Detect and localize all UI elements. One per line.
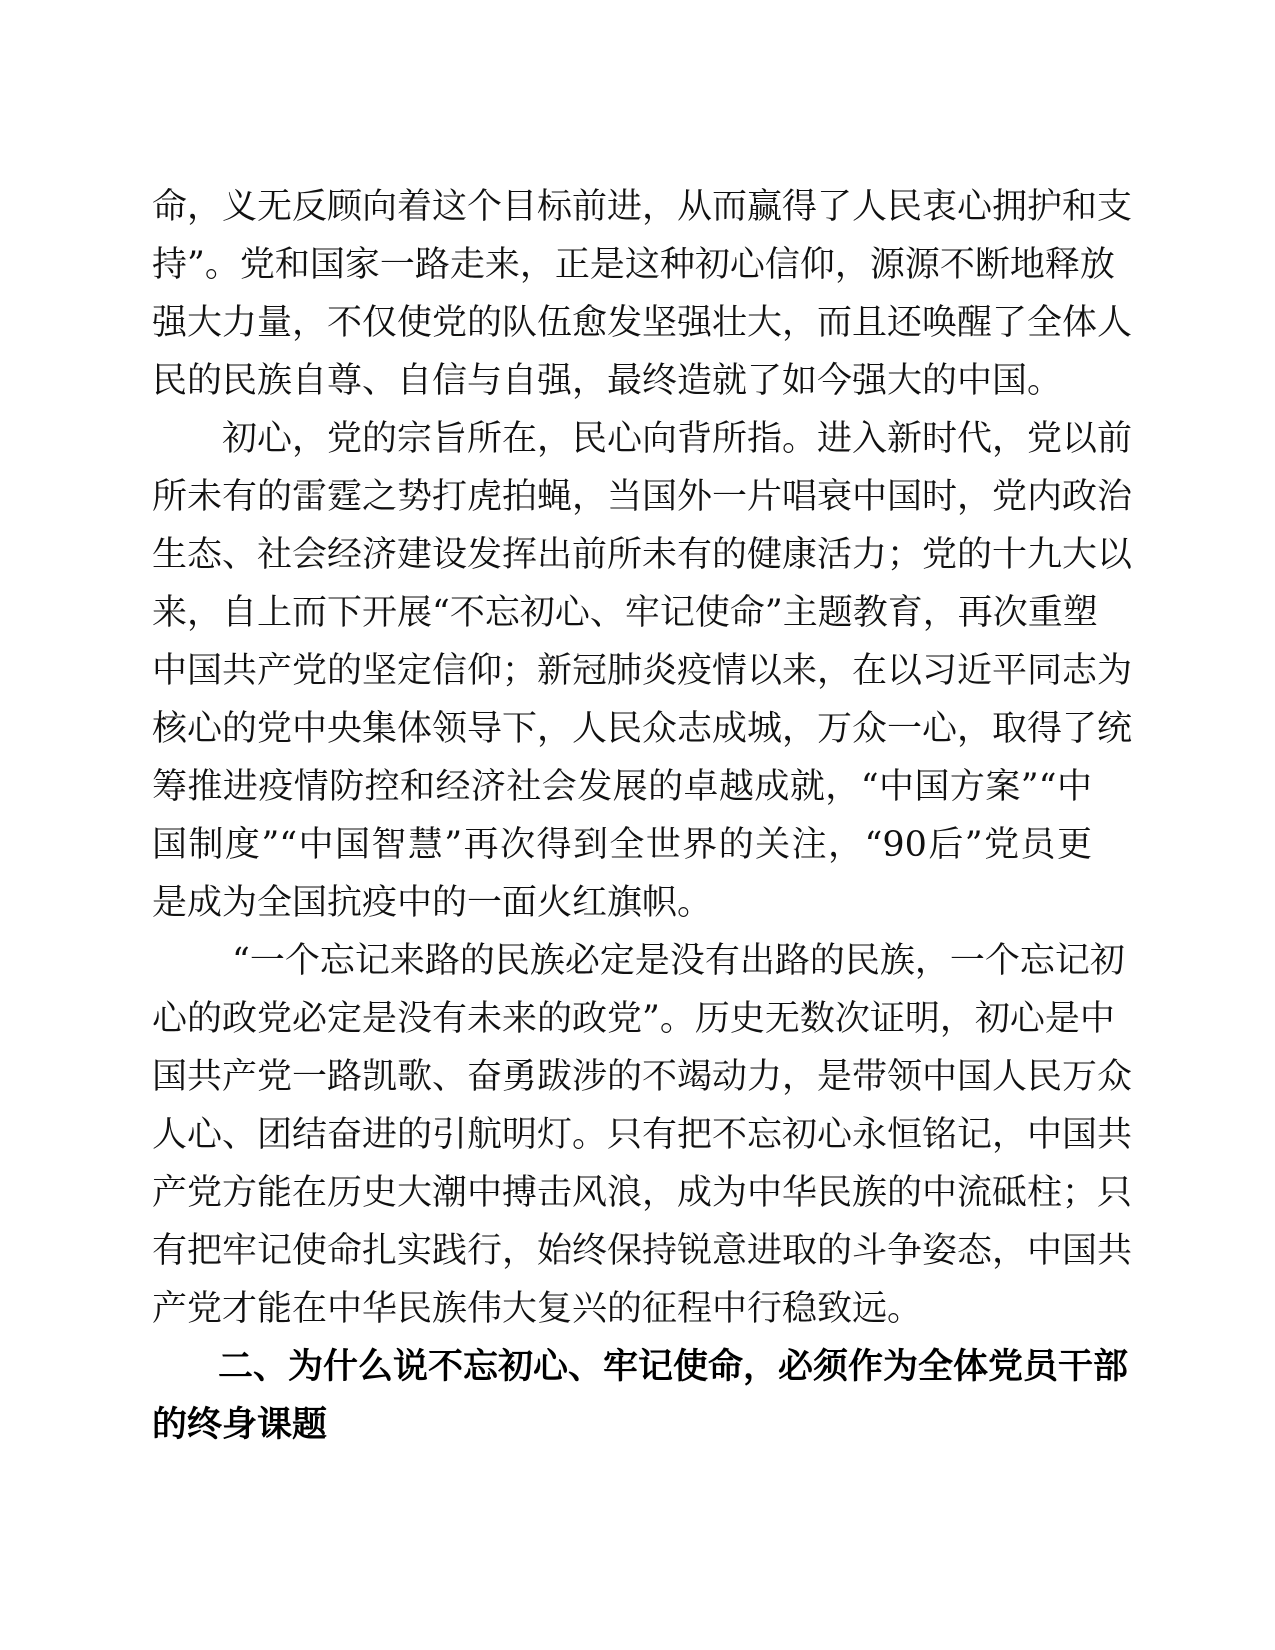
section-heading xyxy=(152,1338,1129,1454)
paragraph-line: 所未有的雷霆之势打虎拍蝇，当国外一片唱衰中国时，党内政治 xyxy=(152,477,1133,517)
paragraph-line: 筹推进疫情防控和经济社会发展的卓越成就，“中国方案”“中 xyxy=(152,767,1092,807)
paragraph-line: 来，自上而下开展“不忘初心、牢记使命”主题教育，再次重塑 xyxy=(152,593,1098,633)
paragraph-line: 心的政党必定是没有未来的政党”。历史无数次证明，初心是中 xyxy=(152,999,1115,1039)
paragraph-line: 国共产党一路凯歌、奋勇跋涉的不竭动力，是带领中国人民万众 xyxy=(152,1057,1133,1097)
paragraph-line: 是成为全国抗疫中的一面火红旗帜。 xyxy=(152,883,713,923)
heading-line: 的终身课题 xyxy=(152,1405,328,1445)
paragraph-line: 强大力量，不仅使党的队伍愈发坚强壮大，而且还唤醒了全体人 xyxy=(152,303,1133,343)
paragraph-1 xyxy=(152,178,1133,410)
paragraph-line: 命，义无反顾向着这个目标前进，从而赢得了人民衷心拥护和支 xyxy=(152,187,1133,227)
paragraph-line: 产党方能在历史大潮中搏击风浪，成为中华民族的中流砥柱；只 xyxy=(152,1173,1133,1213)
heading-line: 二、为什么说不忘初心、牢记使命，必须作为全体党员干部 xyxy=(218,1347,1129,1387)
paragraph-line: 人心、团结奋进的引航明灯。只有把不忘初心永恒铭记，中国共 xyxy=(152,1115,1133,1155)
paragraph-line: 产党才能在中华民族伟大复兴的征程中行稳致远。 xyxy=(152,1289,923,1329)
paragraph-line: 持”。党和国家一路走来，正是这种初心信仰，源源不断地释放 xyxy=(152,245,1115,285)
paragraph-3 xyxy=(152,932,1133,1338)
document-body xyxy=(152,178,1133,1454)
paragraph-line: 中国共产党的坚定信仰；新冠肺炎疫情以来，在以习近平同志为 xyxy=(152,651,1133,691)
paragraph-line: 初心，党的宗旨所在，民心向背所指。进入新时代，党以前 xyxy=(222,419,1133,459)
paragraph-line: 民的民族自尊、自信与自强，最终造就了如今强大的中国。 xyxy=(152,361,1063,401)
paragraph-line: 核心的党中央集体领导下，人民众志成城，万众一心，取得了统 xyxy=(152,709,1133,749)
paragraph-line: 国制度”“中国智慧”再次得到全世界的关注，“90后”党员更 xyxy=(152,825,1092,865)
paragraph-line: 生态、社会经济建设发挥出前所未有的健康活力；党的十九大以 xyxy=(152,535,1133,575)
paragraph-2 xyxy=(152,410,1133,932)
paragraph-line: 有把牢记使命扎实践行，始终保持锐意进取的斗争姿态，中国共 xyxy=(152,1231,1133,1271)
paragraph-line: “一个忘记来路的民族必定是没有出路的民族，一个忘记初 xyxy=(232,941,1125,981)
